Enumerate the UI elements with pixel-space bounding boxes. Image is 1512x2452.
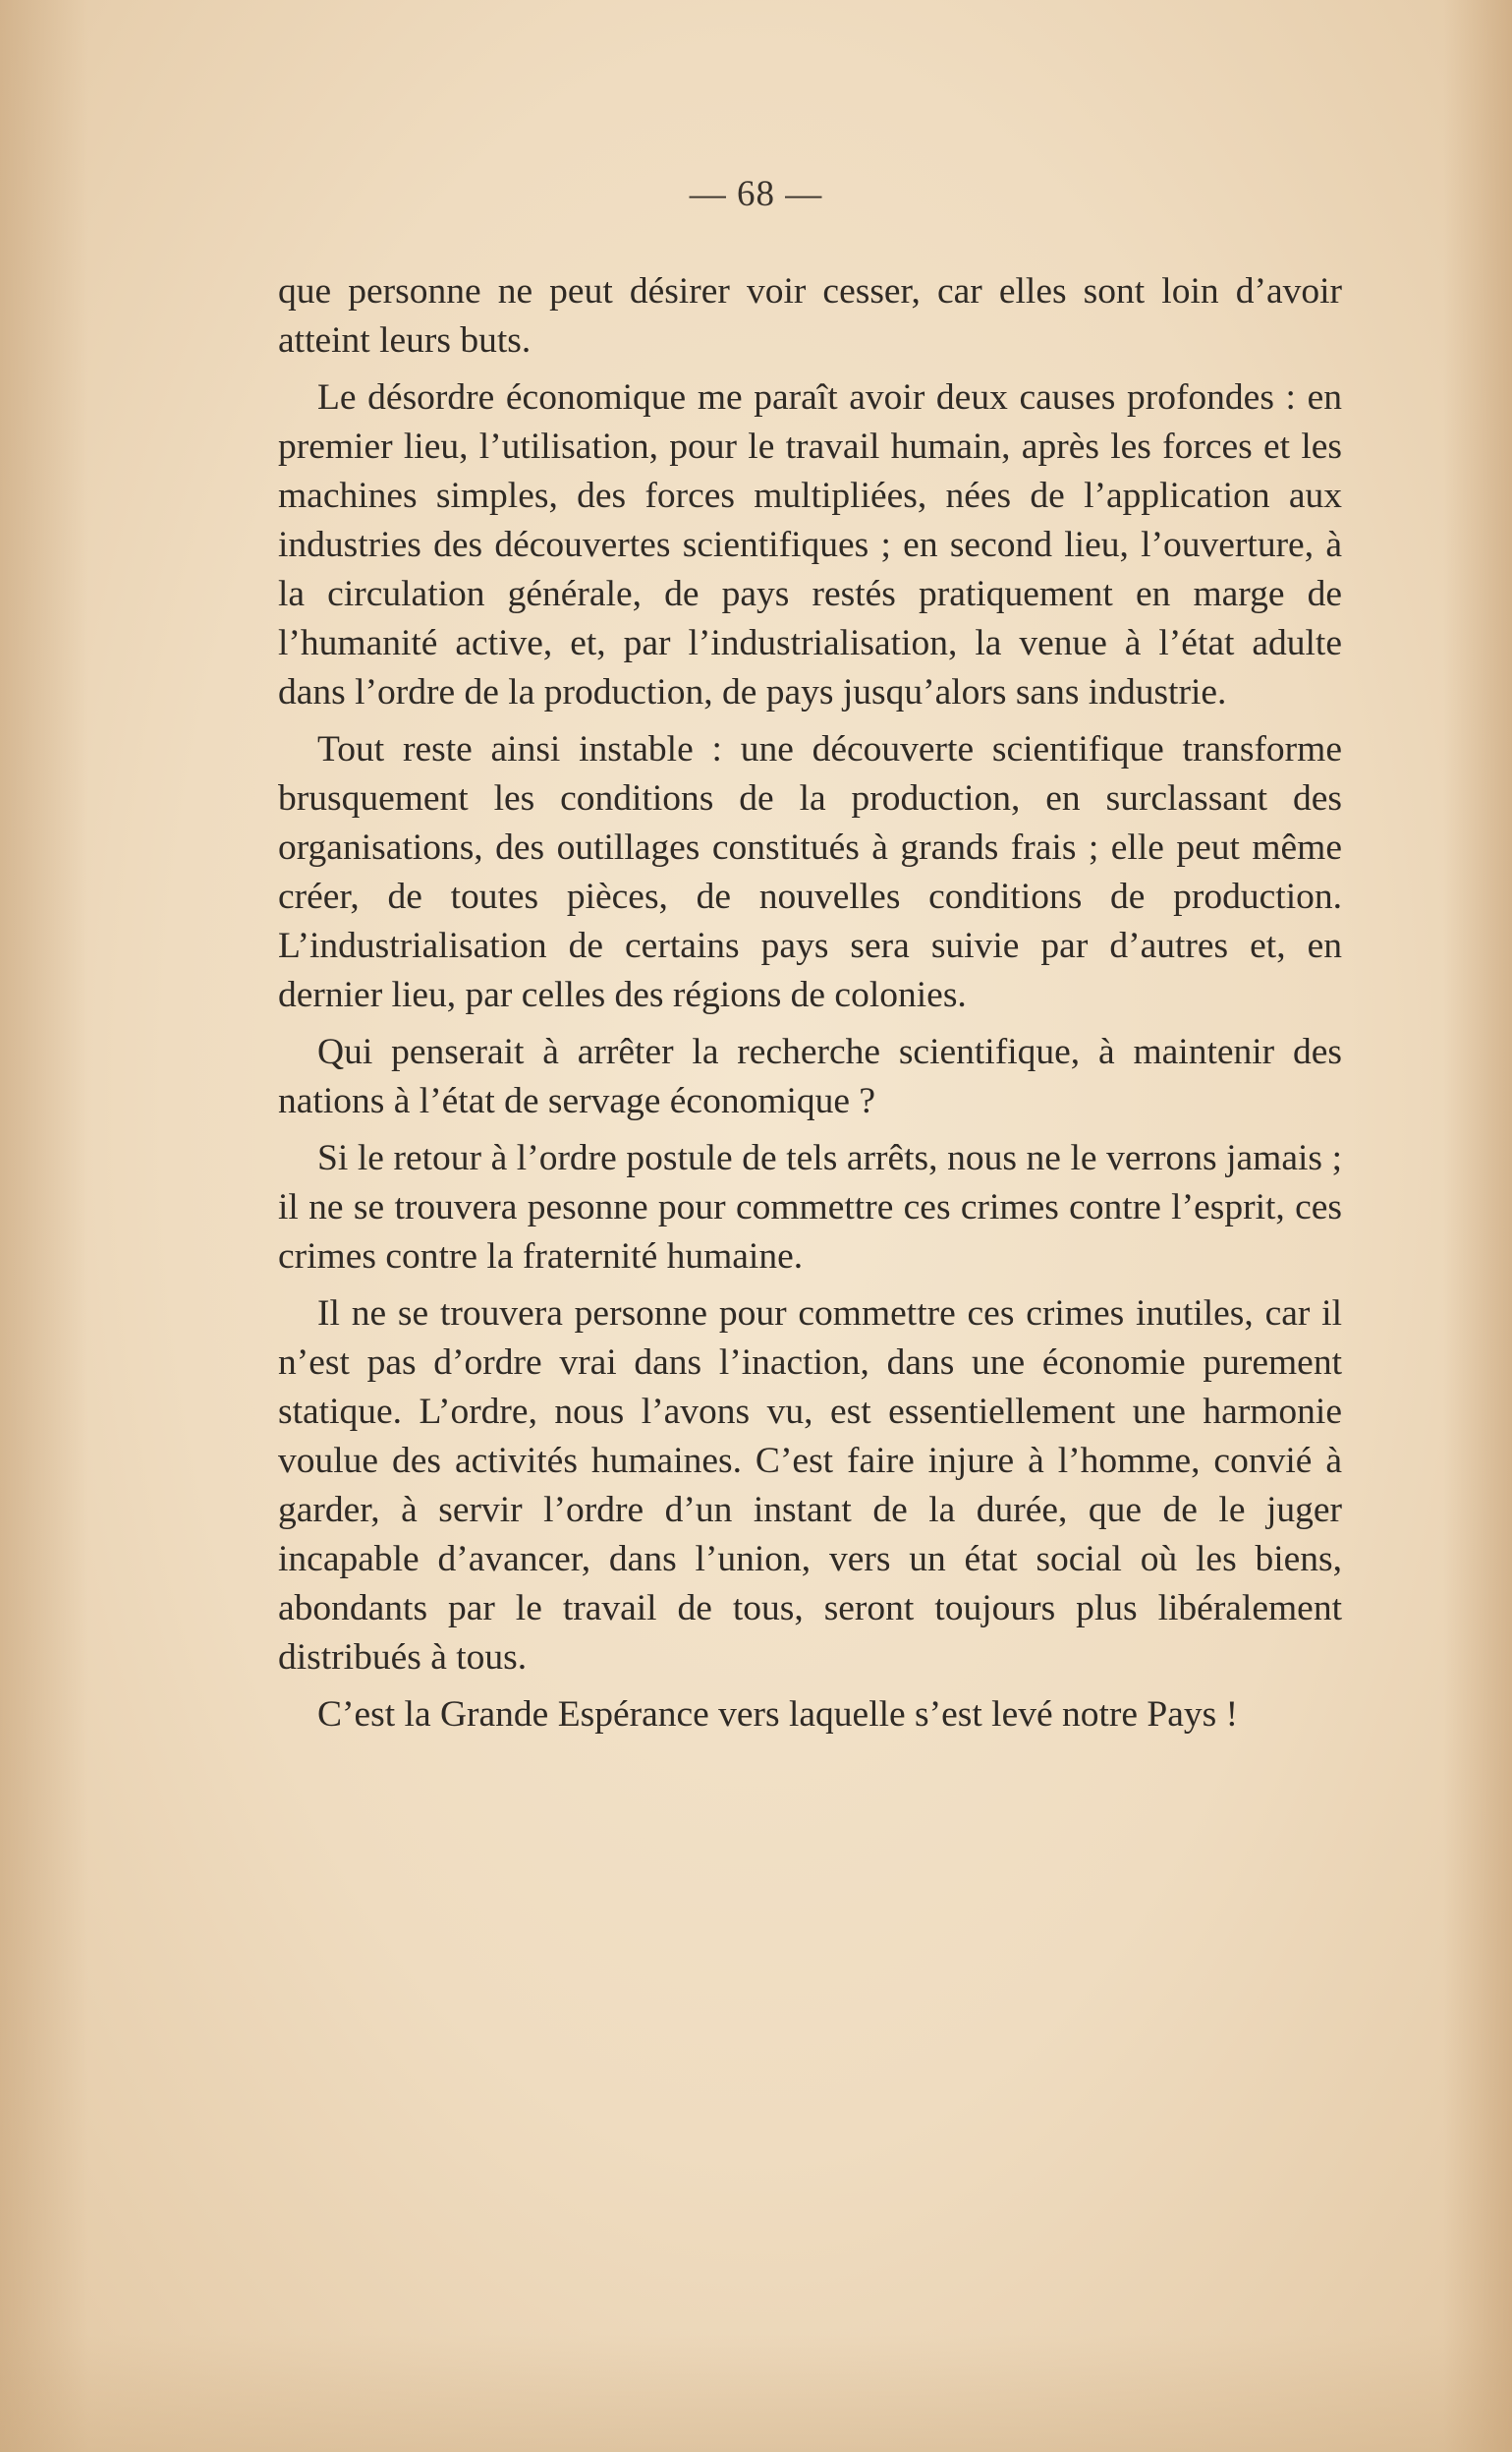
paragraph-continuation: que personne ne peut désirer voir cesser, car elles sont loin d’avoir atteint leurs buts. (278, 271, 1342, 361)
page-edge-shadow-right (1443, 0, 1512, 2452)
paragraph: Si le retour à l’ordre postule de tels arrêts, nous ne le verrons jamais ; il ne se trouvera pesonne pour commettre ces crimes contre l’esprit, ces crimes contre la fraternité humaine. (278, 1138, 1342, 1277)
paragraph: Tout reste ainsi instable : une découverte scientifique transforme brusquement les conditions de la production, en surclassant des organisations, des outillages constitués à grands frais ; elle peut même créer, de toutes pièces, de nouvelles conditions de production. L’industrialisation de certains pays sera suivie par d’autres et, en dernier lieu, par celles des régions de colonies. (278, 729, 1342, 1015)
paragraph: Qui penserait à arrêter la recherche scientifique, à maintenir des nations à l’état de servage économique ? (278, 1032, 1342, 1121)
page-edge-shadow-left (0, 0, 88, 2452)
page-edge-shadow-bottom (0, 2334, 1512, 2452)
paragraph: Il ne se trouvera personne pour commettre ces crimes inutiles, car il n’est pas d’ordre vrai dans l’inaction, dans une économie purement statique. L’ordre, nous l’avons vu, est essentiellement une harmonie voulue des activités humaines. C’est faire injure à l’homme, convié à garder, à servir l’ordre d’un instant de la durée, que de le juger incapable d’avancer, dans l’union, vers un état social où les biens, abondants par le travail de tous, seront toujours plus libéralement distribués à tous. (278, 1293, 1342, 1678)
paragraph: Le désordre économique me paraît avoir deux causes profondes : en premier lieu, l’utilisation, pour le travail humain, après les forces et les machines simples, des forces multipliées, nées de l’application aux industries des découvertes scientifiques ; en second lieu, l’ouverture, à la circulation générale, de pays restés pratiquement en marge de l’humanité active, et, par l’industrialisation, la venue à l’état adulte dans l’ordre de la production, de pays jusqu’alors sans industrie. (278, 377, 1342, 713)
page-number: — 68 — (689, 174, 823, 214)
paragraph-closing: C’est la Grande Espérance vers laquelle s’est levé notre Pays ! (317, 1694, 1239, 1735)
body-text (278, 267, 1342, 1739)
